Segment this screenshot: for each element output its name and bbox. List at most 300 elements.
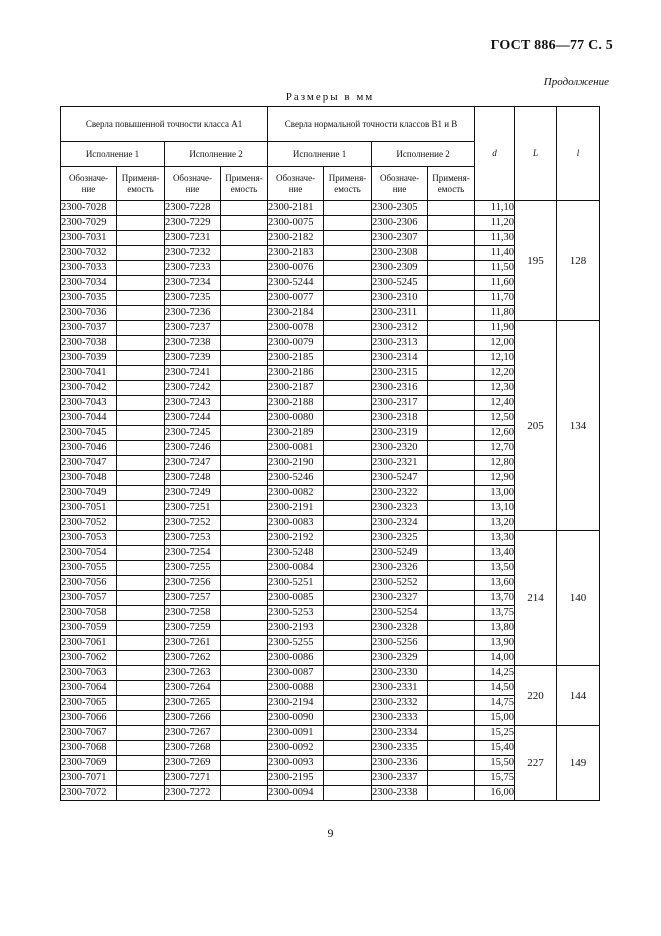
a2-application-cell (221, 291, 268, 306)
a1-application-cell (117, 276, 165, 291)
diameter-cell: 15,50 (475, 756, 515, 771)
diameter-cell: 12,70 (475, 441, 515, 456)
b1-designation-cell: 2300-0086 (268, 651, 324, 666)
b1-designation-cell: 2300-2185 (268, 351, 324, 366)
diameter-cell: 11,50 (475, 261, 515, 276)
b2-application-cell (428, 531, 475, 546)
b1-designation-cell: 2300-0077 (268, 291, 324, 306)
a1-designation-cell: 2300-7047 (61, 456, 117, 471)
a1-designation-cell: 2300-7032 (61, 246, 117, 261)
b2-designation-cell: 2300-2313 (372, 336, 428, 351)
a2-application-cell (221, 201, 268, 216)
b2-application-cell (428, 396, 475, 411)
b1-application-cell (324, 456, 372, 471)
diameter-cell: 13,40 (475, 546, 515, 561)
a1-application-cell (117, 576, 165, 591)
a1-designation-cell: 2300-7071 (61, 771, 117, 786)
diameter-cell: 15,25 (475, 726, 515, 741)
total-length-cell: 220 (515, 666, 557, 726)
b2-designation-cell: 2300-5249 (372, 546, 428, 561)
b1-application-cell (324, 366, 372, 381)
a2-application-cell (221, 261, 268, 276)
a1-designation-cell: 2300-7042 (61, 381, 117, 396)
b1-application-cell (324, 516, 372, 531)
b1-designation-cell: 2300-0093 (268, 756, 324, 771)
diameter-cell: 15,40 (475, 741, 515, 756)
b1-designation-cell: 2300-5253 (268, 606, 324, 621)
diameter-cell: 14,00 (475, 651, 515, 666)
a1-application-cell (117, 756, 165, 771)
b1-application-cell (324, 636, 372, 651)
a2-application-cell (221, 366, 268, 381)
b2-application-cell (428, 741, 475, 756)
a1-designation-cell: 2300-7046 (61, 441, 117, 456)
total-length-cell: 195 (515, 201, 557, 321)
b2-application-cell (428, 681, 475, 696)
b2-application-cell (428, 381, 475, 396)
b1-designation-cell: 2300-0087 (268, 666, 324, 681)
b2-application-cell (428, 276, 475, 291)
b2-designation-cell: 2300-2314 (372, 351, 428, 366)
a1-designation-cell: 2300-7045 (61, 426, 117, 441)
b1-designation-cell: 2300-2195 (268, 771, 324, 786)
b2-application-cell (428, 666, 475, 681)
b2-application-cell (428, 201, 475, 216)
b1-application-cell (324, 756, 372, 771)
b1-designation-cell: 2300-2188 (268, 396, 324, 411)
b2-designation-cell: 2300-2307 (372, 231, 428, 246)
a1-application-cell (117, 681, 165, 696)
b2-designation-cell: 2300-2310 (372, 291, 428, 306)
a2-application-cell (221, 471, 268, 486)
a2-application-cell (221, 276, 268, 291)
b1-application-cell (324, 486, 372, 501)
b1-designation-cell: 2300-2181 (268, 201, 324, 216)
a2-designation-cell: 2300-7266 (165, 711, 221, 726)
b2-designation-cell: 2300-2321 (372, 456, 428, 471)
b2-application-cell (428, 756, 475, 771)
b2-designation-cell: 2300-2315 (372, 366, 428, 381)
a1-designation-cell: 2300-7033 (61, 261, 117, 276)
diameter-cell: 12,10 (475, 351, 515, 366)
diameter-cell: 11,20 (475, 216, 515, 231)
b1-application-cell (324, 396, 372, 411)
a2-designation-cell: 2300-7231 (165, 231, 221, 246)
a1-designation-cell: 2300-7067 (61, 726, 117, 741)
a2-designation-cell: 2300-7232 (165, 246, 221, 261)
b1-designation-cell: 2300-5255 (268, 636, 324, 651)
b1-application-cell (324, 441, 372, 456)
diameter-cell: 12,20 (475, 366, 515, 381)
table-row (61, 321, 600, 336)
a1-designation-cell: 2300-7031 (61, 231, 117, 246)
a2-designation-cell: 2300-7269 (165, 756, 221, 771)
diameter-cell: 13,90 (475, 636, 515, 651)
diameter-cell: 13,50 (475, 561, 515, 576)
b1-designation-cell: 2300-5246 (268, 471, 324, 486)
a1-designation-cell: 2300-7055 (61, 561, 117, 576)
b1-designation-cell: 2300-2184 (268, 306, 324, 321)
b1-designation-cell: 2300-5244 (268, 276, 324, 291)
b1-application-cell (324, 591, 372, 606)
a2-designation-cell: 2300-7238 (165, 336, 221, 351)
a2-designation-cell: 2300-7246 (165, 441, 221, 456)
a1-application-cell (117, 366, 165, 381)
a2-application-cell (221, 426, 268, 441)
a1-application-cell (117, 306, 165, 321)
diameter-cell: 12,90 (475, 471, 515, 486)
b2-designation-cell: 2300-2320 (372, 441, 428, 456)
b2-designation-cell: 2300-2309 (372, 261, 428, 276)
a2-application-cell (221, 666, 268, 681)
a1-designation-cell: 2300-7066 (61, 711, 117, 726)
working-length-cell: 149 (557, 726, 600, 801)
diameter-cell: 11,10 (475, 201, 515, 216)
a1-application-cell (117, 426, 165, 441)
a2-designation-cell: 2300-7254 (165, 546, 221, 561)
b2-designation-cell: 2300-2336 (372, 756, 428, 771)
b2-designation-cell: 2300-2306 (372, 216, 428, 231)
a2-application-cell (221, 561, 268, 576)
diameter-cell: 15,00 (475, 711, 515, 726)
diameter-cell: 13,75 (475, 606, 515, 621)
a2-designation-cell: 2300-7259 (165, 621, 221, 636)
a2-designation-cell: 2300-7272 (165, 786, 221, 801)
b2-application-cell (428, 726, 475, 741)
a2-designation-cell: 2300-7244 (165, 411, 221, 426)
b2-application-cell (428, 216, 475, 231)
b2-application-cell (428, 771, 475, 786)
b2-application-cell (428, 606, 475, 621)
b2-application-cell (428, 306, 475, 321)
a2-application-cell (221, 396, 268, 411)
diameter-cell: 12,60 (475, 426, 515, 441)
a2-application-cell (221, 231, 268, 246)
a2-application-cell (221, 531, 268, 546)
diameter-cell: 11,30 (475, 231, 515, 246)
a1-application-cell (117, 786, 165, 801)
a1-designation-cell: 2300-7068 (61, 741, 117, 756)
header-group-a1: Сверла повышенной точности класса А1 (61, 107, 268, 142)
b2-application-cell (428, 486, 475, 501)
header-application: Применя- емость (428, 167, 475, 201)
b1-designation-cell: 2300-0082 (268, 486, 324, 501)
a1-application-cell (117, 261, 165, 276)
diameter-cell: 15,75 (475, 771, 515, 786)
a2-designation-cell: 2300-7258 (165, 606, 221, 621)
b2-designation-cell: 2300-2326 (372, 561, 428, 576)
b1-designation-cell: 2300-0092 (268, 741, 324, 756)
b1-application-cell (324, 291, 372, 306)
b1-designation-cell: 2300-0081 (268, 441, 324, 456)
a1-designation-cell: 2300-7054 (61, 546, 117, 561)
diameter-cell: 13,60 (475, 576, 515, 591)
b1-designation-cell: 2300-5248 (268, 546, 324, 561)
b2-designation-cell: 2300-2318 (372, 411, 428, 426)
b2-designation-cell: 2300-2337 (372, 771, 428, 786)
a2-designation-cell: 2300-7249 (165, 486, 221, 501)
a2-application-cell (221, 516, 268, 531)
b1-application-cell (324, 696, 372, 711)
b1-application-cell (324, 681, 372, 696)
a2-application-cell (221, 636, 268, 651)
b1-designation-cell: 2300-0085 (268, 591, 324, 606)
a1-application-cell (117, 531, 165, 546)
a1-application-cell (117, 351, 165, 366)
table-row (61, 726, 600, 741)
sizes-caption: Размеры в мм (285, 91, 375, 103)
b2-application-cell (428, 471, 475, 486)
b2-application-cell (428, 336, 475, 351)
a1-designation-cell: 2300-7056 (61, 576, 117, 591)
b1-application-cell (324, 786, 372, 801)
b2-designation-cell: 2300-5245 (372, 276, 428, 291)
a1-designation-cell: 2300-7035 (61, 291, 117, 306)
a1-designation-cell: 2300-7052 (61, 516, 117, 531)
b1-designation-cell: 2300-0090 (268, 711, 324, 726)
b2-application-cell (428, 321, 475, 336)
b2-application-cell (428, 546, 475, 561)
a1-application-cell (117, 711, 165, 726)
a1-application-cell (117, 201, 165, 216)
b2-designation-cell: 2300-5247 (372, 471, 428, 486)
header-b-exec2: Исполнение 2 (372, 142, 475, 167)
b1-application-cell (324, 711, 372, 726)
header-designation: Обозначе- ние (165, 167, 221, 201)
diameter-cell: 11,90 (475, 321, 515, 336)
a1-application-cell (117, 546, 165, 561)
a1-designation-cell: 2300-7069 (61, 756, 117, 771)
a2-designation-cell: 2300-7252 (165, 516, 221, 531)
b1-application-cell (324, 606, 372, 621)
a1-designation-cell: 2300-7062 (61, 651, 117, 666)
b1-designation-cell: 2300-2189 (268, 426, 324, 441)
b1-designation-cell: 2300-0084 (268, 561, 324, 576)
b1-designation-cell: 2300-2194 (268, 696, 324, 711)
b1-application-cell (324, 246, 372, 261)
a1-designation-cell: 2300-7044 (61, 411, 117, 426)
a2-designation-cell: 2300-7228 (165, 201, 221, 216)
a2-application-cell (221, 621, 268, 636)
a2-designation-cell: 2300-7251 (165, 501, 221, 516)
a2-designation-cell: 2300-7233 (165, 261, 221, 276)
b2-application-cell (428, 591, 475, 606)
a2-application-cell (221, 336, 268, 351)
b2-designation-cell: 2300-2325 (372, 531, 428, 546)
header-d: d (475, 107, 515, 201)
b1-application-cell (324, 771, 372, 786)
a1-designation-cell: 2300-7061 (61, 636, 117, 651)
diameter-cell: 13,10 (475, 501, 515, 516)
diameter-cell: 12,80 (475, 456, 515, 471)
a2-designation-cell: 2300-7239 (165, 351, 221, 366)
b2-designation-cell: 2300-2330 (372, 666, 428, 681)
a2-designation-cell: 2300-7265 (165, 696, 221, 711)
b2-application-cell (428, 351, 475, 366)
b2-designation-cell: 2300-2317 (372, 396, 428, 411)
header-l: l (557, 107, 600, 201)
b2-designation-cell: 2300-5256 (372, 636, 428, 651)
a2-application-cell (221, 411, 268, 426)
b1-application-cell (324, 201, 372, 216)
b2-application-cell (428, 441, 475, 456)
a1-application-cell (117, 666, 165, 681)
a2-designation-cell: 2300-7262 (165, 651, 221, 666)
b1-application-cell (324, 381, 372, 396)
a2-designation-cell: 2300-7263 (165, 666, 221, 681)
b1-designation-cell: 2300-0078 (268, 321, 324, 336)
a1-application-cell (117, 501, 165, 516)
a1-application-cell (117, 441, 165, 456)
a1-application-cell (117, 561, 165, 576)
standard-header-title: ГОСТ 886—77 С. 5 (490, 38, 613, 53)
a1-application-cell (117, 411, 165, 426)
a1-application-cell (117, 726, 165, 741)
b1-application-cell (324, 561, 372, 576)
drill-sizes-table (60, 106, 600, 801)
header-L: L (515, 107, 557, 201)
header-designation: Обозначе- ние (61, 167, 117, 201)
b1-designation-cell: 2300-0083 (268, 516, 324, 531)
a2-application-cell (221, 306, 268, 321)
a2-designation-cell: 2300-7267 (165, 726, 221, 741)
b2-designation-cell: 2300-2329 (372, 651, 428, 666)
b2-application-cell (428, 711, 475, 726)
b1-designation-cell: 2300-0075 (268, 216, 324, 231)
b1-designation-cell: 2300-2183 (268, 246, 324, 261)
a2-application-cell (221, 786, 268, 801)
a1-application-cell (117, 651, 165, 666)
continuation-label: Продолжение (543, 76, 609, 88)
b2-application-cell (428, 456, 475, 471)
diameter-cell: 11,70 (475, 291, 515, 306)
a1-designation-cell: 2300-7048 (61, 471, 117, 486)
b2-designation-cell: 2300-2328 (372, 621, 428, 636)
working-length-cell: 144 (557, 666, 600, 726)
diameter-cell: 13,70 (475, 591, 515, 606)
b1-application-cell (324, 501, 372, 516)
a1-designation-cell: 2300-7064 (61, 681, 117, 696)
a2-designation-cell: 2300-7245 (165, 426, 221, 441)
b1-application-cell (324, 546, 372, 561)
b1-designation-cell: 2300-0088 (268, 681, 324, 696)
a2-designation-cell: 2300-7248 (165, 471, 221, 486)
b1-designation-cell: 2300-2191 (268, 501, 324, 516)
a2-application-cell (221, 651, 268, 666)
b1-designation-cell: 2300-2187 (268, 381, 324, 396)
header-a1-exec1: Исполнение 1 (61, 142, 165, 167)
b1-application-cell (324, 426, 372, 441)
b2-designation-cell: 2300-2316 (372, 381, 428, 396)
working-length-cell: 140 (557, 531, 600, 666)
header-application: Применя- емость (324, 167, 372, 201)
table-row (61, 201, 600, 216)
b2-application-cell (428, 411, 475, 426)
a1-designation-cell: 2300-7029 (61, 216, 117, 231)
b1-designation-cell: 2300-2182 (268, 231, 324, 246)
a1-designation-cell: 2300-7072 (61, 786, 117, 801)
a1-application-cell (117, 246, 165, 261)
a2-designation-cell: 2300-7241 (165, 366, 221, 381)
b1-designation-cell: 2300-0079 (268, 336, 324, 351)
a2-designation-cell: 2300-7261 (165, 636, 221, 651)
a1-designation-cell: 2300-7034 (61, 276, 117, 291)
table-row (61, 666, 600, 681)
a2-application-cell (221, 576, 268, 591)
a1-application-cell (117, 696, 165, 711)
b2-designation-cell: 2300-2323 (372, 501, 428, 516)
b2-application-cell (428, 516, 475, 531)
b2-designation-cell: 2300-2311 (372, 306, 428, 321)
b1-designation-cell: 2300-0094 (268, 786, 324, 801)
a2-application-cell (221, 696, 268, 711)
diameter-cell: 12,50 (475, 411, 515, 426)
b2-application-cell (428, 501, 475, 516)
b1-designation-cell: 2300-2186 (268, 366, 324, 381)
b2-designation-cell: 2300-2312 (372, 321, 428, 336)
diameter-cell: 16,00 (475, 786, 515, 801)
total-length-cell: 227 (515, 726, 557, 801)
diameter-cell: 14,75 (475, 696, 515, 711)
diameter-cell: 12,40 (475, 396, 515, 411)
a2-application-cell (221, 456, 268, 471)
b2-application-cell (428, 621, 475, 636)
a1-application-cell (117, 396, 165, 411)
page-number: 9 (327, 826, 334, 840)
b2-application-cell (428, 561, 475, 576)
a2-application-cell (221, 486, 268, 501)
b2-designation-cell: 2300-5254 (372, 606, 428, 621)
header-application: Применя- емость (221, 167, 268, 201)
b1-application-cell (324, 666, 372, 681)
a2-designation-cell: 2300-7237 (165, 321, 221, 336)
a1-designation-cell: 2300-7053 (61, 531, 117, 546)
b2-application-cell (428, 231, 475, 246)
b2-designation-cell: 2300-5252 (372, 576, 428, 591)
b2-application-cell (428, 366, 475, 381)
total-length-cell: 205 (515, 321, 557, 531)
a2-application-cell (221, 441, 268, 456)
b1-application-cell (324, 306, 372, 321)
a2-designation-cell: 2300-7257 (165, 591, 221, 606)
a2-application-cell (221, 501, 268, 516)
a2-application-cell (221, 726, 268, 741)
b1-designation-cell: 2300-2193 (268, 621, 324, 636)
b2-designation-cell: 2300-2331 (372, 681, 428, 696)
b1-application-cell (324, 471, 372, 486)
header-designation: Обозначе- ние (372, 167, 428, 201)
a1-application-cell (117, 606, 165, 621)
b2-application-cell (428, 576, 475, 591)
a1-application-cell (117, 486, 165, 501)
diameter-cell: 14,50 (475, 681, 515, 696)
header-group-b: Сверла нормальной точности классов В1 и В (268, 107, 475, 142)
b2-designation-cell: 2300-2333 (372, 711, 428, 726)
a1-designation-cell: 2300-7051 (61, 501, 117, 516)
b2-application-cell (428, 786, 475, 801)
a2-designation-cell: 2300-7235 (165, 291, 221, 306)
b1-application-cell (324, 351, 372, 366)
b2-designation-cell: 2300-2338 (372, 786, 428, 801)
a1-designation-cell: 2300-7058 (61, 606, 117, 621)
a2-application-cell (221, 591, 268, 606)
b1-application-cell (324, 531, 372, 546)
a1-application-cell (117, 336, 165, 351)
diameter-cell: 12,00 (475, 336, 515, 351)
b1-application-cell (324, 261, 372, 276)
b1-application-cell (324, 576, 372, 591)
a1-designation-cell: 2300-7037 (61, 321, 117, 336)
